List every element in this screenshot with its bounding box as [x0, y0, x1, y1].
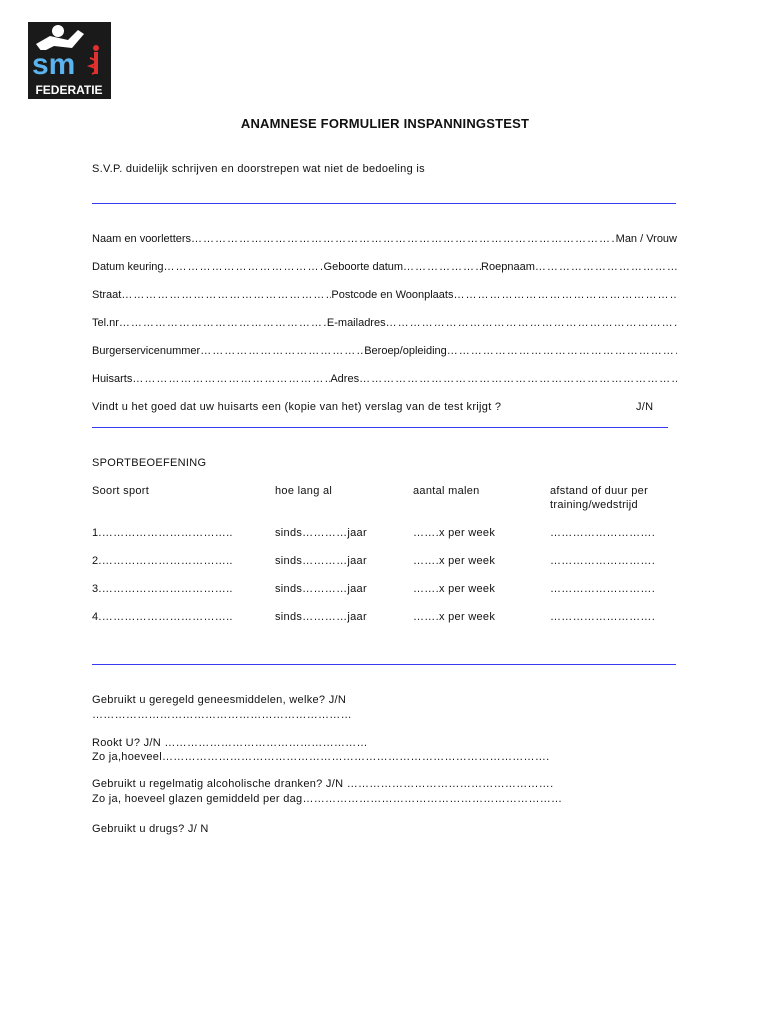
copy-question: Vindt u het goed dat uw huisarts een (kopie van het) verslag van de test krijgt ?	[92, 401, 502, 413]
gp-label: Huisarts	[92, 373, 133, 385]
sport-row-4-since[interactable]: sinds…………jaar	[275, 611, 367, 623]
birth-fill[interactable]	[403, 261, 481, 273]
date-fill[interactable]	[164, 261, 324, 273]
bsn-fill[interactable]	[200, 345, 364, 357]
date-label: Datum keuring	[92, 261, 164, 273]
gp-fill[interactable]	[132, 373, 330, 385]
sport-col-distance-1: afstand of duur per	[550, 485, 649, 497]
logo-text-main: sm	[32, 48, 76, 81]
profession-label: Beroep/opleiding	[364, 345, 447, 357]
sport-row-1-times[interactable]: …….x per week	[413, 527, 496, 539]
postcode-fill[interactable]	[453, 289, 677, 301]
sport-row-3-type[interactable]: 3.……………………………..	[92, 583, 233, 595]
smoke-amount-line[interactable]: Zo ja,hoeveel………………………………………………………………………………………….	[92, 751, 550, 763]
sport-col-distance-2: training/wedstrijd	[550, 499, 638, 511]
smoke-question[interactable]: Rookt U? J/N ………………………………………………	[92, 737, 368, 749]
tel-label: Tel.nr	[92, 317, 119, 329]
divider-2	[92, 427, 668, 428]
divider-3	[92, 664, 676, 665]
name-fill[interactable]	[191, 233, 616, 245]
meds-answer-line[interactable]: ……………………………………………………………	[92, 709, 352, 721]
instruction-text: S.V.P. duidelijk schrijven en doorstrepen wat niet de bedoeling is	[92, 163, 425, 175]
sport-row-1-since[interactable]: sinds…………jaar	[275, 527, 367, 539]
sport-row-3-times[interactable]: …….x per week	[413, 583, 496, 595]
sport-row-2-times[interactable]: …….x per week	[413, 555, 496, 567]
alcohol-amount-line[interactable]: Zo ja, hoeveel glazen gemiddeld per dag……………………………………………………………	[92, 793, 563, 805]
nickname-fill[interactable]	[535, 261, 677, 273]
postcode-label: Postcode en Woonplaats	[331, 289, 454, 301]
sport-row-2-since[interactable]: sinds…………jaar	[275, 555, 367, 567]
sport-col-type: Soort sport	[92, 485, 150, 497]
sport-row-1-type[interactable]: 1.……………………………..	[92, 527, 233, 539]
birth-label: Geboorte datum	[323, 261, 404, 273]
sport-col-times: aantal malen	[413, 485, 480, 497]
alcohol-question[interactable]: Gebruikt u regelmatig alcoholische dranken? J/N ……………………………………………….	[92, 778, 554, 790]
gp-row[interactable]	[92, 373, 677, 385]
email-fill[interactable]	[386, 317, 677, 329]
street-label: Straat	[92, 289, 122, 301]
form-title: ANAMNESE FORMULIER INSPANNINGSTEST	[240, 116, 530, 131]
sms-federatie-logo	[28, 22, 111, 99]
sport-heading: SPORTBEOEFENING	[92, 457, 207, 469]
sport-col-duration: hoe lang al	[275, 485, 333, 497]
profession-fill[interactable]	[447, 345, 677, 357]
meds-question: Gebruikt u geregeld geneesmiddelen, welke? J/N	[92, 694, 347, 706]
address-label: Adres	[330, 373, 360, 385]
copy-answer[interactable]: J/N	[636, 401, 654, 413]
sport-row-3-since[interactable]: sinds…………jaar	[275, 583, 367, 595]
street-row[interactable]	[92, 289, 677, 301]
sport-row-3-distance[interactable]: ……………………….	[550, 583, 656, 595]
drugs-question[interactable]: Gebruikt u drugs? J/ N	[92, 823, 209, 835]
gender-label: Man / Vrouw	[615, 233, 677, 245]
sport-row-4-type[interactable]: 4.……………………………..	[92, 611, 233, 623]
sport-row-4-times[interactable]: …….x per week	[413, 611, 496, 623]
logo-text-sub: FEDERATIE	[35, 83, 103, 97]
address-fill[interactable]	[359, 373, 677, 385]
sport-row-2-distance[interactable]: ……………………….	[550, 555, 656, 567]
tel-fill[interactable]	[119, 317, 327, 329]
bsn-label: Burgerservicenummer	[92, 345, 201, 357]
bsn-row[interactable]	[92, 345, 677, 357]
nickname-label: Roepnaam	[481, 261, 535, 273]
name-row[interactable]	[92, 233, 677, 245]
sport-row-1-distance[interactable]: ……………………….	[550, 527, 656, 539]
name-label: Naam en voorletters	[92, 233, 192, 245]
tel-row[interactable]	[92, 317, 677, 329]
date-row[interactable]	[92, 261, 677, 273]
street-fill[interactable]	[121, 289, 331, 301]
sport-row-2-type[interactable]: 2.……………………………..	[92, 555, 233, 567]
email-label: E-mailadres	[326, 317, 386, 329]
logo-graphic	[28, 22, 111, 99]
sport-row-4-distance[interactable]: ……………………….	[550, 611, 656, 623]
divider-1	[92, 203, 676, 204]
